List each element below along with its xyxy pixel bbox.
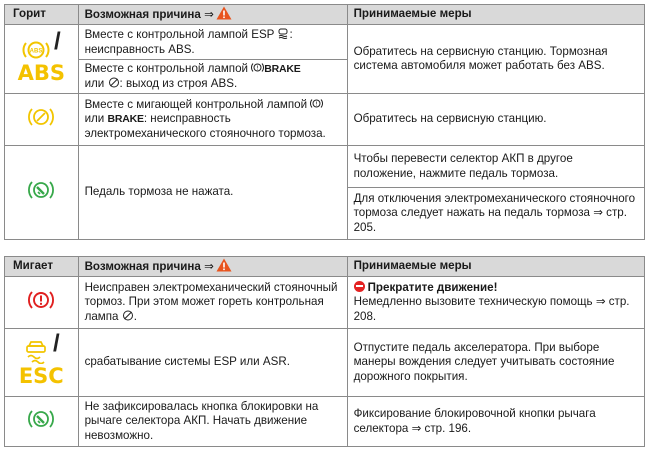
arrow-icon: ⇒ (204, 260, 214, 274)
table-row (5, 94, 645, 146)
action-cell (347, 188, 644, 240)
cause-text: Неисправен электромеханический стояночный тормоз. При этом может гореть контрольная лампа (84, 280, 338, 323)
cause-text: Вместе с контрольной лампой (84, 62, 248, 75)
action-cell (347, 397, 644, 447)
brake-circle-small-icon (251, 62, 264, 73)
header-action-label: Принимаемые меры (353, 7, 472, 21)
table-row (5, 146, 645, 188)
header-action-label: Принимаемые меры (353, 259, 472, 273)
svg-text:!: ! (256, 65, 259, 72)
slash-separator: / (53, 28, 61, 56)
cause-text: : неисправность ABS. (84, 28, 293, 56)
abs-warning-icon (22, 40, 50, 60)
action-cell (347, 94, 644, 146)
parking-brake-icon-cell (5, 94, 79, 146)
svg-text:!: ! (316, 101, 318, 108)
esc-car-skid-icon (23, 340, 49, 364)
cause-cell (78, 397, 347, 447)
header-flashing (5, 257, 79, 277)
slash-separator: / (52, 330, 60, 358)
parking-brake-red-icon-cell (5, 277, 79, 329)
cause-text: или (84, 76, 105, 90)
table-header (5, 5, 645, 25)
cause-text: срабатывание системы ESP или ASR. (84, 355, 290, 369)
cause-text: или (84, 112, 105, 126)
header-cause (78, 5, 347, 25)
action-cell (347, 329, 644, 397)
brake-pedal-icon-cell (5, 146, 79, 240)
cause-text: Вместе с мигающей контрольной лампой (84, 97, 308, 111)
cause-text: . (133, 309, 137, 323)
selector-lock-green-icon (27, 407, 55, 431)
action-text: Фиксирование блокировочной кнопки рычага селектора ⇒ стр. 196. (353, 407, 596, 435)
cause-cell (78, 146, 347, 240)
header-cause-label: Возможная причина (84, 8, 201, 22)
parking-brake-fault-icon (28, 105, 54, 129)
cause-text: Не зафиксировалась кнопка блокировки на рычаге селектора АКП. Начать движение невозможно. (84, 399, 319, 442)
brake-circle-small-icon (310, 98, 323, 109)
brake-pedal-green-icon (27, 178, 55, 202)
action-text: Немедленно вызовите техническую помощь ⇒ стр. 208. (353, 295, 630, 323)
table-row (5, 329, 645, 397)
cause-text: Педаль тормоза не нажата. (84, 185, 234, 199)
selector-lock-icon-cell (5, 397, 79, 447)
abs-text-icon: ABS (17, 61, 65, 86)
action-text: Обратитесь на сервисную станцию. (353, 112, 547, 126)
arrow-icon: ⇒ (204, 8, 214, 22)
abs-icon-cell (5, 25, 79, 94)
warning-lamps-table-flashing (4, 256, 645, 447)
action-cell (347, 25, 644, 94)
header-cause-label: Возможная причина (84, 260, 201, 274)
stop-icon (354, 281, 365, 292)
header-flashing-label: Мигает (13, 259, 54, 273)
action-title: Прекратите движение! (367, 280, 498, 294)
esc-icon-cell (5, 329, 79, 397)
cause-cell (78, 277, 347, 329)
parking-brake-fault-small-icon (122, 310, 134, 321)
cause-cell (78, 329, 347, 397)
cause-text: : выход из строя ABS. (119, 76, 238, 90)
action-cell (347, 146, 644, 188)
cause-cell (78, 60, 347, 94)
warning-triangle-icon (216, 258, 232, 272)
table-header (5, 257, 645, 277)
action-cell (347, 277, 644, 329)
parking-brake-red-icon (27, 288, 55, 312)
brake-label: BRAKE (107, 113, 144, 126)
esc-text-icon: ESC (18, 364, 64, 389)
parking-brake-fault-small-icon (108, 77, 120, 88)
esp-small-icon (277, 27, 289, 39)
header-cause (78, 257, 347, 277)
cause-text: Вместе с контрольной лампой ESP (84, 28, 275, 41)
header-action (347, 257, 644, 277)
cause-cell (78, 94, 347, 146)
header-action (347, 5, 644, 25)
header-lit (5, 5, 79, 25)
table-row (5, 277, 645, 329)
header-lit-label: Горит (13, 7, 46, 21)
action-text: Чтобы перевести селектор АКП в другое положение, нажмите педаль тормоза. (353, 152, 573, 180)
cause-cell (78, 25, 347, 60)
brake-label: BRAKE (264, 63, 301, 75)
table-row (5, 397, 645, 447)
action-text: Обратитесь на сервисную станцию. Тормозная система автомобиля может работать без ABS. (353, 44, 608, 72)
cause-text: : неисправность электромеханического стояночного тормоза. (84, 112, 326, 140)
svg-text:ABS: ABS (29, 48, 43, 55)
warning-triangle-icon (216, 6, 232, 20)
table-row (5, 25, 645, 60)
action-text: Для отключения электромеханического стояночного тормоза следует нажать на педаль тормоза ⇒ стр. 205. (353, 191, 636, 234)
warning-lamps-table-lit (4, 4, 645, 240)
action-text: Отпустите педаль акселератора. При выборе манеры вождения следует учитывать состояние дорожного покрытия. (353, 340, 615, 383)
